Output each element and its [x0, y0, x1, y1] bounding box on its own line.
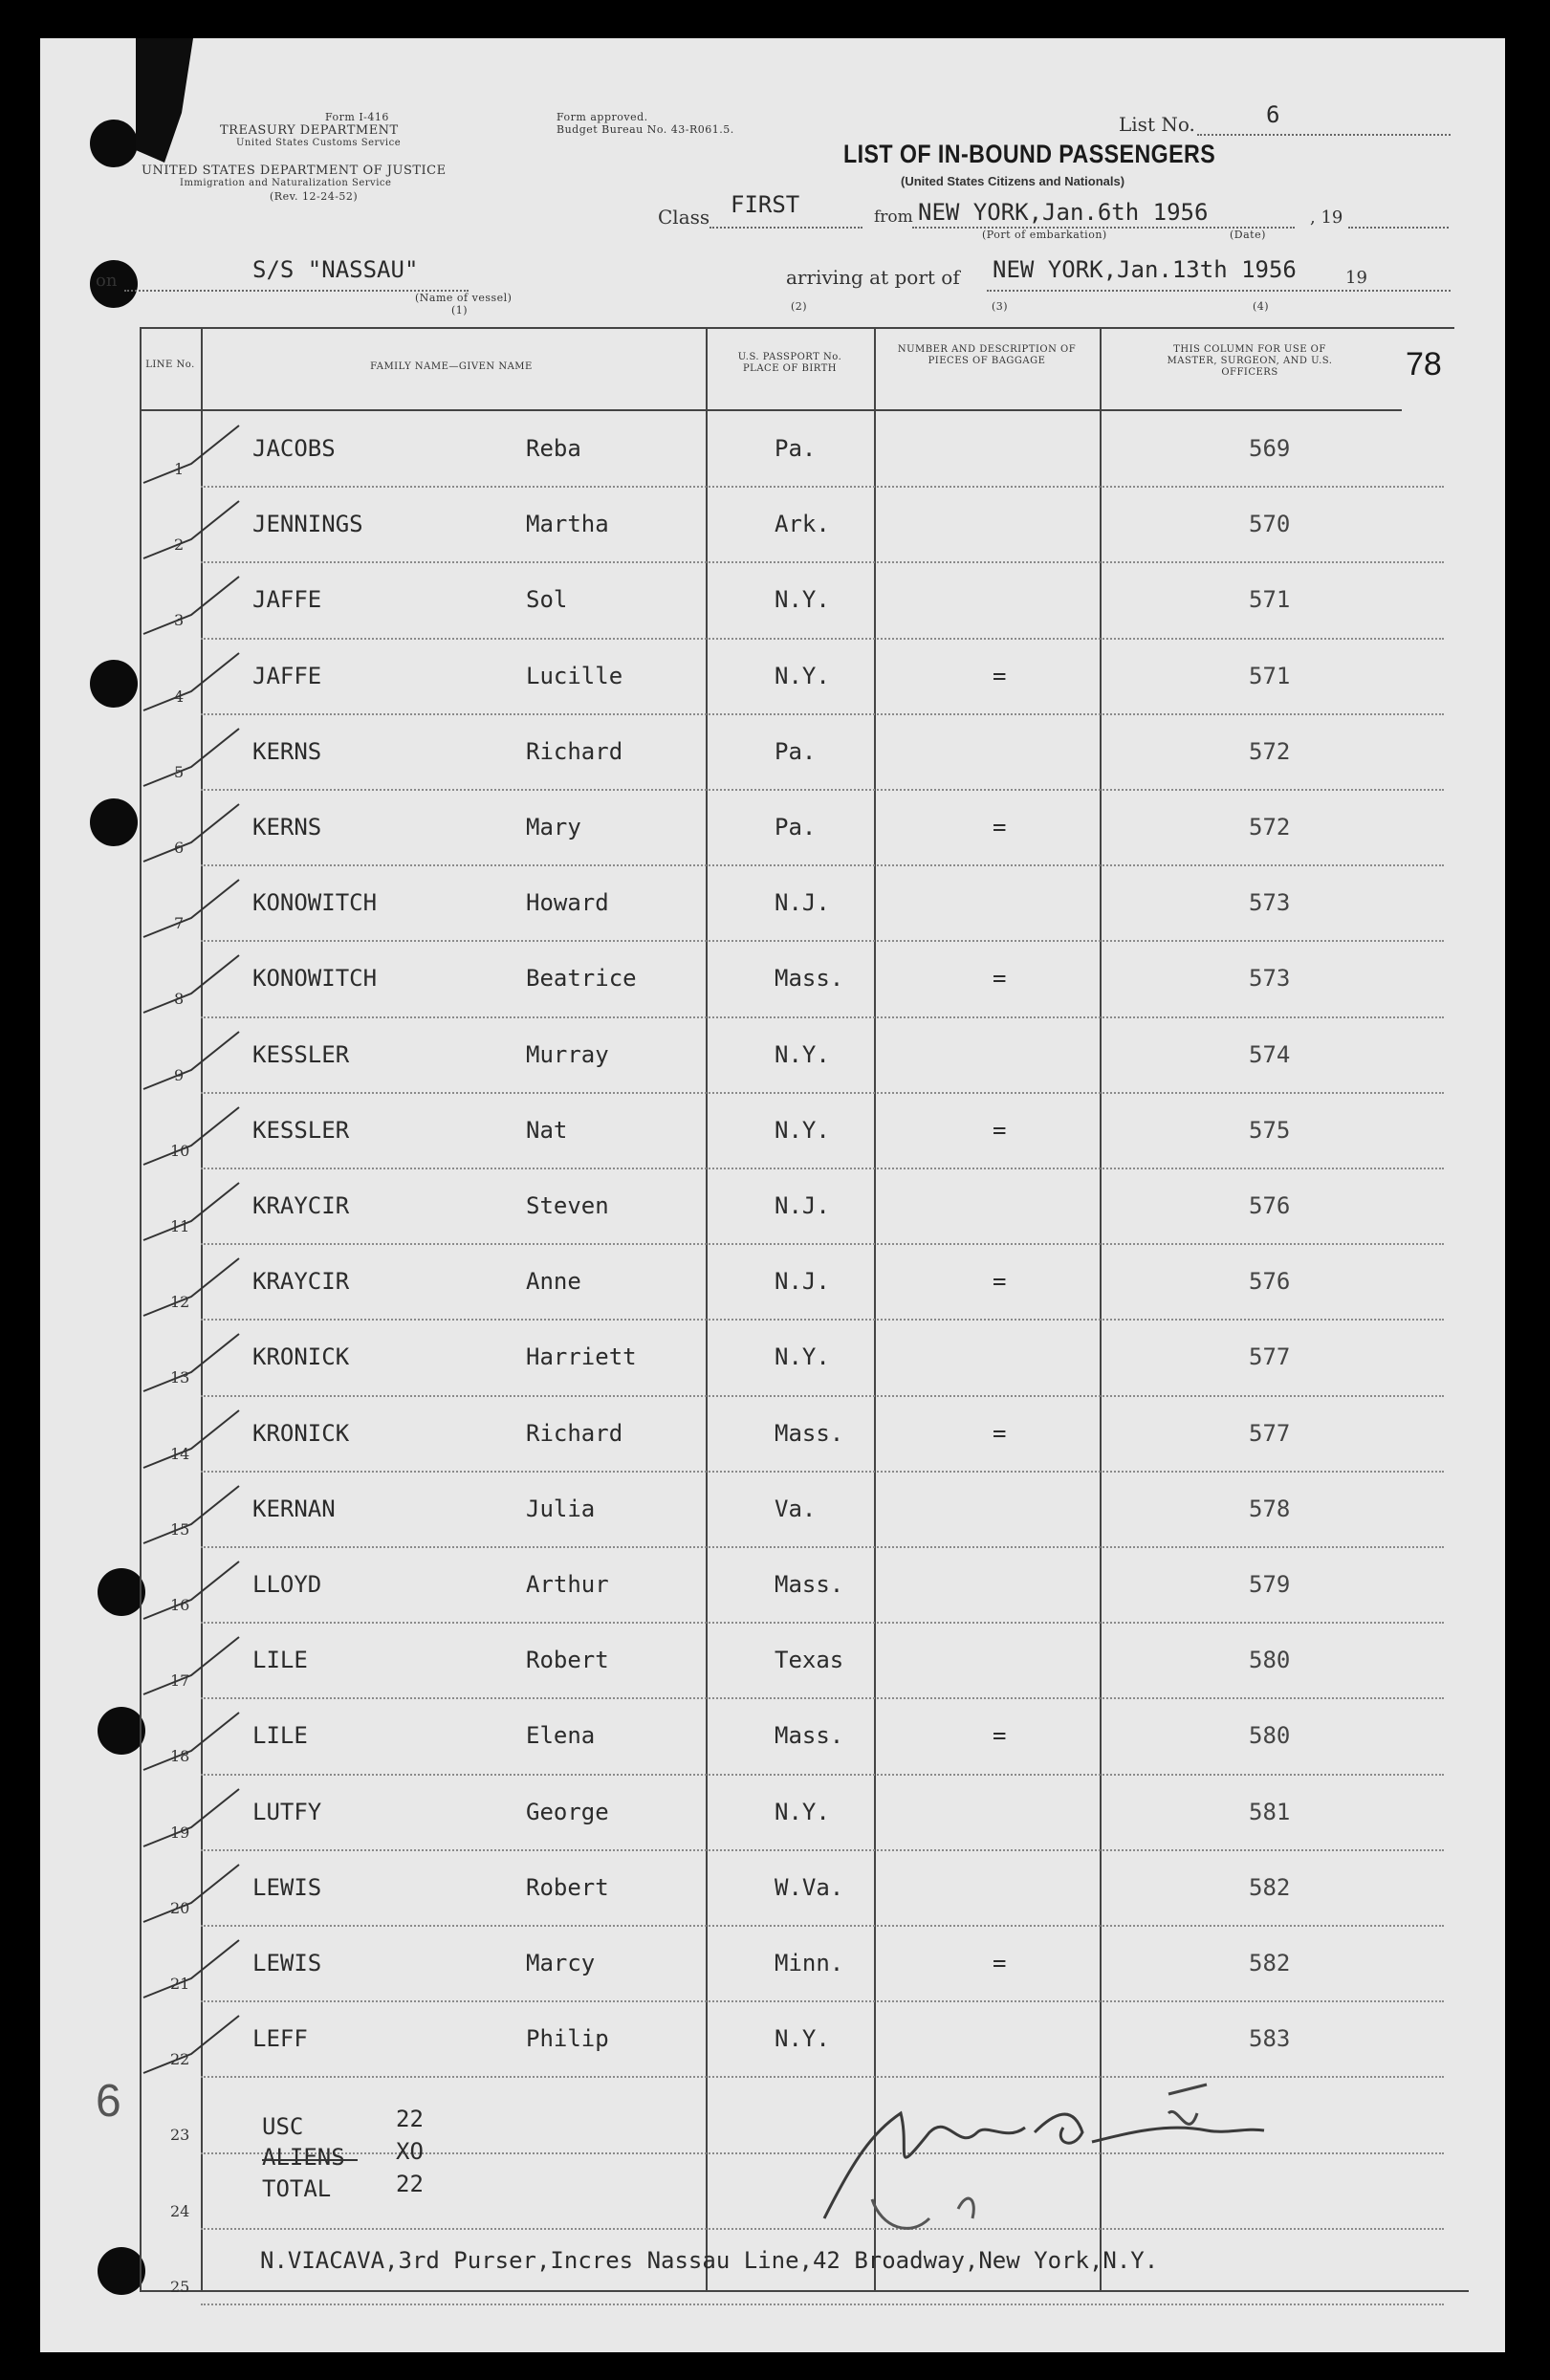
justice-dept: UNITED STATES DEPARTMENT OF JUSTICE — [142, 164, 447, 178]
place-of-birth: Mass. — [775, 1722, 844, 1750]
manifest-number: 580 — [1249, 1647, 1291, 1674]
given-name: Elena — [526, 1722, 596, 1750]
family-name: LEWIS — [252, 1950, 322, 1976]
manifest-sheet — [40, 38, 1505, 2352]
check-mark — [134, 644, 249, 720]
family-name: LILE — [252, 1647, 308, 1674]
immigration-service: Immigration and Naturalization Service — [180, 178, 392, 188]
line-number: 18 — [170, 1747, 190, 1766]
line-number: 23 — [170, 2126, 190, 2145]
check-mark — [134, 1703, 249, 1780]
family-name: JAFFE — [252, 662, 322, 689]
col-header-baggage: NUMBER AND DESCRIPTION OF PIECES OF BAGGAGE — [897, 344, 1077, 366]
given-name: Sol — [526, 586, 568, 614]
place-of-birth: Ark. — [775, 511, 830, 538]
manifest-number: 579 — [1249, 1571, 1291, 1598]
check-mark — [134, 870, 249, 947]
place-of-birth: W.Va. — [775, 1873, 844, 1901]
manifest-number: 573 — [1249, 889, 1291, 917]
col-header-line: LINE No. — [145, 360, 195, 370]
caption-4: (4) — [1253, 300, 1270, 313]
family-name: JAFFE — [252, 586, 322, 614]
row-rule — [201, 1243, 1444, 1245]
line-number: 13 — [170, 1368, 190, 1387]
line-number: 20 — [170, 1898, 190, 1917]
from-label: from — [874, 207, 913, 227]
check-mark — [134, 1324, 249, 1401]
family-name: JACOBS — [252, 435, 336, 462]
check-mark — [134, 946, 249, 1022]
line-number: 16 — [170, 1596, 190, 1614]
vessel-caption-num: (1) — [451, 304, 469, 317]
check-mark — [134, 1173, 249, 1250]
check-mark — [134, 1022, 249, 1099]
form-number: Form I-416 — [325, 111, 389, 123]
revision: (Rev. 12-24-52) — [270, 190, 359, 203]
given-name: Richard — [526, 737, 623, 765]
manifest-number: 576 — [1249, 1192, 1291, 1219]
line-number: 19 — [170, 1823, 190, 1842]
line-number: 2 — [174, 535, 185, 555]
line-number: 10 — [170, 1141, 190, 1160]
year-suffix: , 19 — [1310, 207, 1343, 228]
place-of-birth: Mass. — [775, 965, 844, 993]
place-of-birth: Va. — [775, 1495, 817, 1522]
family-name: LILE — [252, 1722, 308, 1750]
line-number: 3 — [174, 611, 185, 630]
family-name: KRAYCIR — [252, 1192, 350, 1219]
given-name: Robert — [526, 1647, 609, 1674]
family-name: KRONICK — [252, 1343, 350, 1371]
row-rule — [201, 1092, 1444, 1094]
manifest-number: 575 — [1249, 1116, 1291, 1144]
arriving-label: arriving at port of — [786, 266, 960, 289]
check-mark — [134, 1401, 249, 1477]
manifest-number: 569 — [1249, 435, 1291, 462]
row-rule — [201, 1774, 1444, 1776]
given-name: Murray — [526, 1040, 609, 1068]
place-of-birth: N.J. — [775, 889, 830, 917]
officer-signature — [786, 2075, 1321, 2247]
line-number: 24 — [170, 2201, 190, 2220]
usc-label: USC — [262, 2113, 304, 2140]
family-name: JENNINGS — [252, 511, 363, 538]
manifest-number: 578 — [1249, 1495, 1291, 1522]
row-rule — [201, 1168, 1444, 1169]
manifest-number: 583 — [1249, 2025, 1291, 2053]
row-rule — [201, 1849, 1444, 1851]
family-name: LEWIS — [252, 1873, 322, 1901]
baggage-mark: = — [993, 814, 1007, 841]
given-name: Robert — [526, 1873, 609, 1901]
given-name: Julia — [526, 1495, 596, 1522]
place-of-birth: N.Y. — [775, 1116, 830, 1144]
check-mark — [134, 795, 249, 871]
given-name: Marcy — [526, 1950, 596, 1976]
line-number: 22 — [170, 2050, 190, 2069]
given-name: Mary — [526, 814, 581, 841]
manifest-number: 572 — [1249, 737, 1291, 765]
place-of-birth: Pa. — [775, 737, 817, 765]
manifest-number: 571 — [1249, 662, 1291, 689]
family-name: KESSLER — [252, 1040, 350, 1068]
row-rule — [201, 638, 1444, 640]
check-mark — [134, 1552, 249, 1628]
class-label: Class — [658, 206, 710, 229]
vessel-caption: (Name of vessel) — [415, 292, 513, 304]
page-number: 78 — [1406, 346, 1442, 382]
given-name: Howard — [526, 889, 609, 917]
line-number: 6 — [174, 839, 185, 857]
line-number: 8 — [174, 990, 185, 1009]
family-name: KERNS — [252, 814, 322, 841]
check-mark — [134, 491, 249, 568]
check-mark — [134, 416, 249, 492]
row-rule — [201, 1925, 1444, 1927]
row-rule — [201, 713, 1444, 715]
col-header-name: FAMILY NAME—GIVEN NAME — [370, 361, 533, 372]
baggage-mark: = — [993, 662, 1007, 689]
family-name: KERNS — [252, 737, 322, 765]
form-approved: Form approved. — [557, 111, 648, 123]
row-rule — [201, 2304, 1444, 2305]
usc-value: 22 — [396, 2106, 424, 2132]
col-header-passport: U.S. PASSPORT No. PLACE OF BIRTH — [737, 352, 842, 374]
line-number: 25 — [170, 2277, 190, 2296]
port-caption: (Port of embarkation) — [982, 229, 1107, 241]
check-mark — [134, 719, 249, 796]
given-name: Steven — [526, 1192, 609, 1219]
page-title: LIST OF IN-BOUND PASSENGERS — [843, 140, 1216, 168]
arriving-value: NEW YORK,Jan.13th 1956 — [993, 256, 1297, 283]
given-name: Philip — [526, 2025, 609, 2053]
place-of-birth: N.Y. — [775, 586, 830, 614]
row-rule — [201, 864, 1444, 866]
given-name: Arthur — [526, 1571, 609, 1598]
place-of-birth: N.Y. — [775, 662, 830, 689]
given-name: Lucille — [526, 662, 623, 689]
row-rule — [201, 1395, 1444, 1397]
row-rule — [201, 1622, 1444, 1624]
manifest-number: 572 — [1249, 814, 1291, 841]
torn-corner — [136, 38, 193, 163]
line-number: 12 — [170, 1293, 190, 1312]
page-subtitle: (United States Citizens and Nationals) — [901, 174, 1125, 188]
line-number: 11 — [170, 1217, 190, 1235]
manifest-number: 581 — [1249, 1798, 1291, 1825]
manifest-number: 580 — [1249, 1722, 1291, 1750]
place-of-birth: N.J. — [775, 1268, 830, 1296]
manifest-number: 574 — [1249, 1040, 1291, 1068]
punch-hole — [90, 660, 138, 708]
row-rule — [201, 1319, 1444, 1321]
manifest-number: 573 — [1249, 965, 1291, 993]
family-name: KERNAN — [252, 1495, 336, 1522]
given-name: Beatrice — [526, 965, 637, 993]
customs-service: United States Customs Service — [236, 138, 402, 148]
line-number: 1 — [174, 460, 185, 478]
manifest-number: 577 — [1249, 1419, 1291, 1447]
date-caption: (Date) — [1230, 229, 1266, 241]
line-number: 7 — [174, 914, 185, 933]
caption-3: (3) — [992, 300, 1009, 313]
given-name: Martha — [526, 511, 609, 538]
family-name: LLOYD — [252, 1571, 322, 1598]
row-rule — [201, 789, 1444, 791]
manifest-number: 571 — [1249, 586, 1291, 614]
manifest-number: 582 — [1249, 1950, 1291, 1976]
list-no-value: 6 — [1266, 101, 1280, 128]
caption-2: (2) — [791, 300, 808, 313]
manifest-number: 570 — [1249, 511, 1291, 538]
row-rule — [201, 1697, 1444, 1699]
manifest-number: 577 — [1249, 1343, 1291, 1371]
on-label: on — [96, 271, 118, 291]
row-rule — [201, 940, 1444, 942]
place-of-birth: N.Y. — [775, 1040, 830, 1068]
class-value: FIRST — [731, 191, 800, 218]
check-mark — [134, 1627, 249, 1704]
given-name: George — [526, 1798, 609, 1825]
place-of-birth: Minn. — [775, 1950, 844, 1976]
place-of-birth: Pa. — [775, 814, 817, 841]
line-number: 17 — [170, 1671, 190, 1691]
check-mark — [134, 567, 249, 644]
place-of-birth: N.Y. — [775, 2025, 830, 2053]
punch-hole — [98, 2247, 145, 2295]
col-header-officers: THIS COLUMN FOR USE OF MASTER, SURGEON, AND U.S. OFFICERS — [1167, 344, 1333, 378]
place-of-birth: N.Y. — [775, 1343, 830, 1371]
baggage-mark: = — [993, 1268, 1007, 1296]
line-number: 21 — [170, 1975, 190, 1993]
aliens-label: ALIENS — [262, 2144, 345, 2171]
line-number: 5 — [174, 762, 185, 781]
aliens-value: XO — [396, 2138, 424, 2165]
budget-bureau: Budget Bureau No. 43-R061.5. — [557, 123, 734, 136]
row-rule — [201, 561, 1444, 563]
check-mark — [134, 2006, 249, 2083]
baggage-mark: = — [993, 1722, 1007, 1750]
arriving-suffix: 19 — [1345, 268, 1367, 288]
check-mark — [134, 1098, 249, 1174]
check-mark — [134, 1476, 249, 1553]
margin-note: 6 — [96, 2076, 121, 2127]
row-rule — [201, 1471, 1444, 1473]
check-mark — [134, 1931, 249, 2007]
treasury-dept: TREASURY DEPARTMENT — [220, 123, 399, 138]
family-name: LUTFY — [252, 1798, 322, 1825]
purser-footer: N.VIACAVA,3rd Purser,Incres Nassau Line,42 Broadway,New York,N.Y. — [260, 2247, 1159, 2274]
baggage-mark: = — [993, 1116, 1007, 1144]
line-number: 14 — [170, 1444, 190, 1463]
place-of-birth: N.J. — [775, 1192, 830, 1219]
given-name: Richard — [526, 1419, 623, 1447]
line-number: 15 — [170, 1519, 190, 1539]
given-name: Nat — [526, 1116, 568, 1144]
place-of-birth: N.Y. — [775, 1798, 830, 1825]
line-number: 9 — [174, 1065, 185, 1084]
total-label: TOTAL — [262, 2175, 332, 2202]
manifest-number: 582 — [1249, 1873, 1291, 1901]
given-name: Anne — [526, 1268, 581, 1296]
place-of-birth: Mass. — [775, 1571, 844, 1598]
punch-hole — [90, 798, 138, 846]
row-rule — [201, 486, 1444, 488]
family-name: KRONICK — [252, 1419, 350, 1447]
total-value: 22 — [396, 2171, 424, 2197]
place-of-birth: Mass. — [775, 1419, 844, 1447]
vessel-name: S/S "NASSAU" — [252, 256, 419, 283]
family-name: KONOWITCH — [252, 965, 378, 993]
line-number: 4 — [174, 687, 185, 706]
family-name: KRAYCIR — [252, 1268, 350, 1296]
place-of-birth: Pa. — [775, 435, 817, 462]
list-no-label: List No. — [1119, 113, 1195, 136]
check-mark — [134, 1780, 249, 1856]
baggage-mark: = — [993, 965, 1007, 993]
row-rule — [201, 1016, 1444, 1018]
row-rule — [201, 1546, 1444, 1548]
baggage-mark: = — [993, 1419, 1007, 1447]
from-value: NEW YORK,Jan.6th 1956 — [918, 199, 1209, 226]
family-name: KONOWITCH — [252, 889, 378, 917]
family-name: LEFF — [252, 2025, 308, 2053]
manifest-number: 576 — [1249, 1268, 1291, 1296]
check-mark — [134, 1855, 249, 1932]
given-name: Harriett — [526, 1343, 637, 1371]
punch-hole — [90, 120, 138, 167]
baggage-mark: = — [993, 1950, 1007, 1976]
check-mark — [134, 1249, 249, 1325]
place-of-birth: Texas — [775, 1647, 844, 1674]
row-rule — [201, 2000, 1444, 2002]
family-name: KESSLER — [252, 1116, 350, 1144]
given-name: Reba — [526, 435, 581, 462]
